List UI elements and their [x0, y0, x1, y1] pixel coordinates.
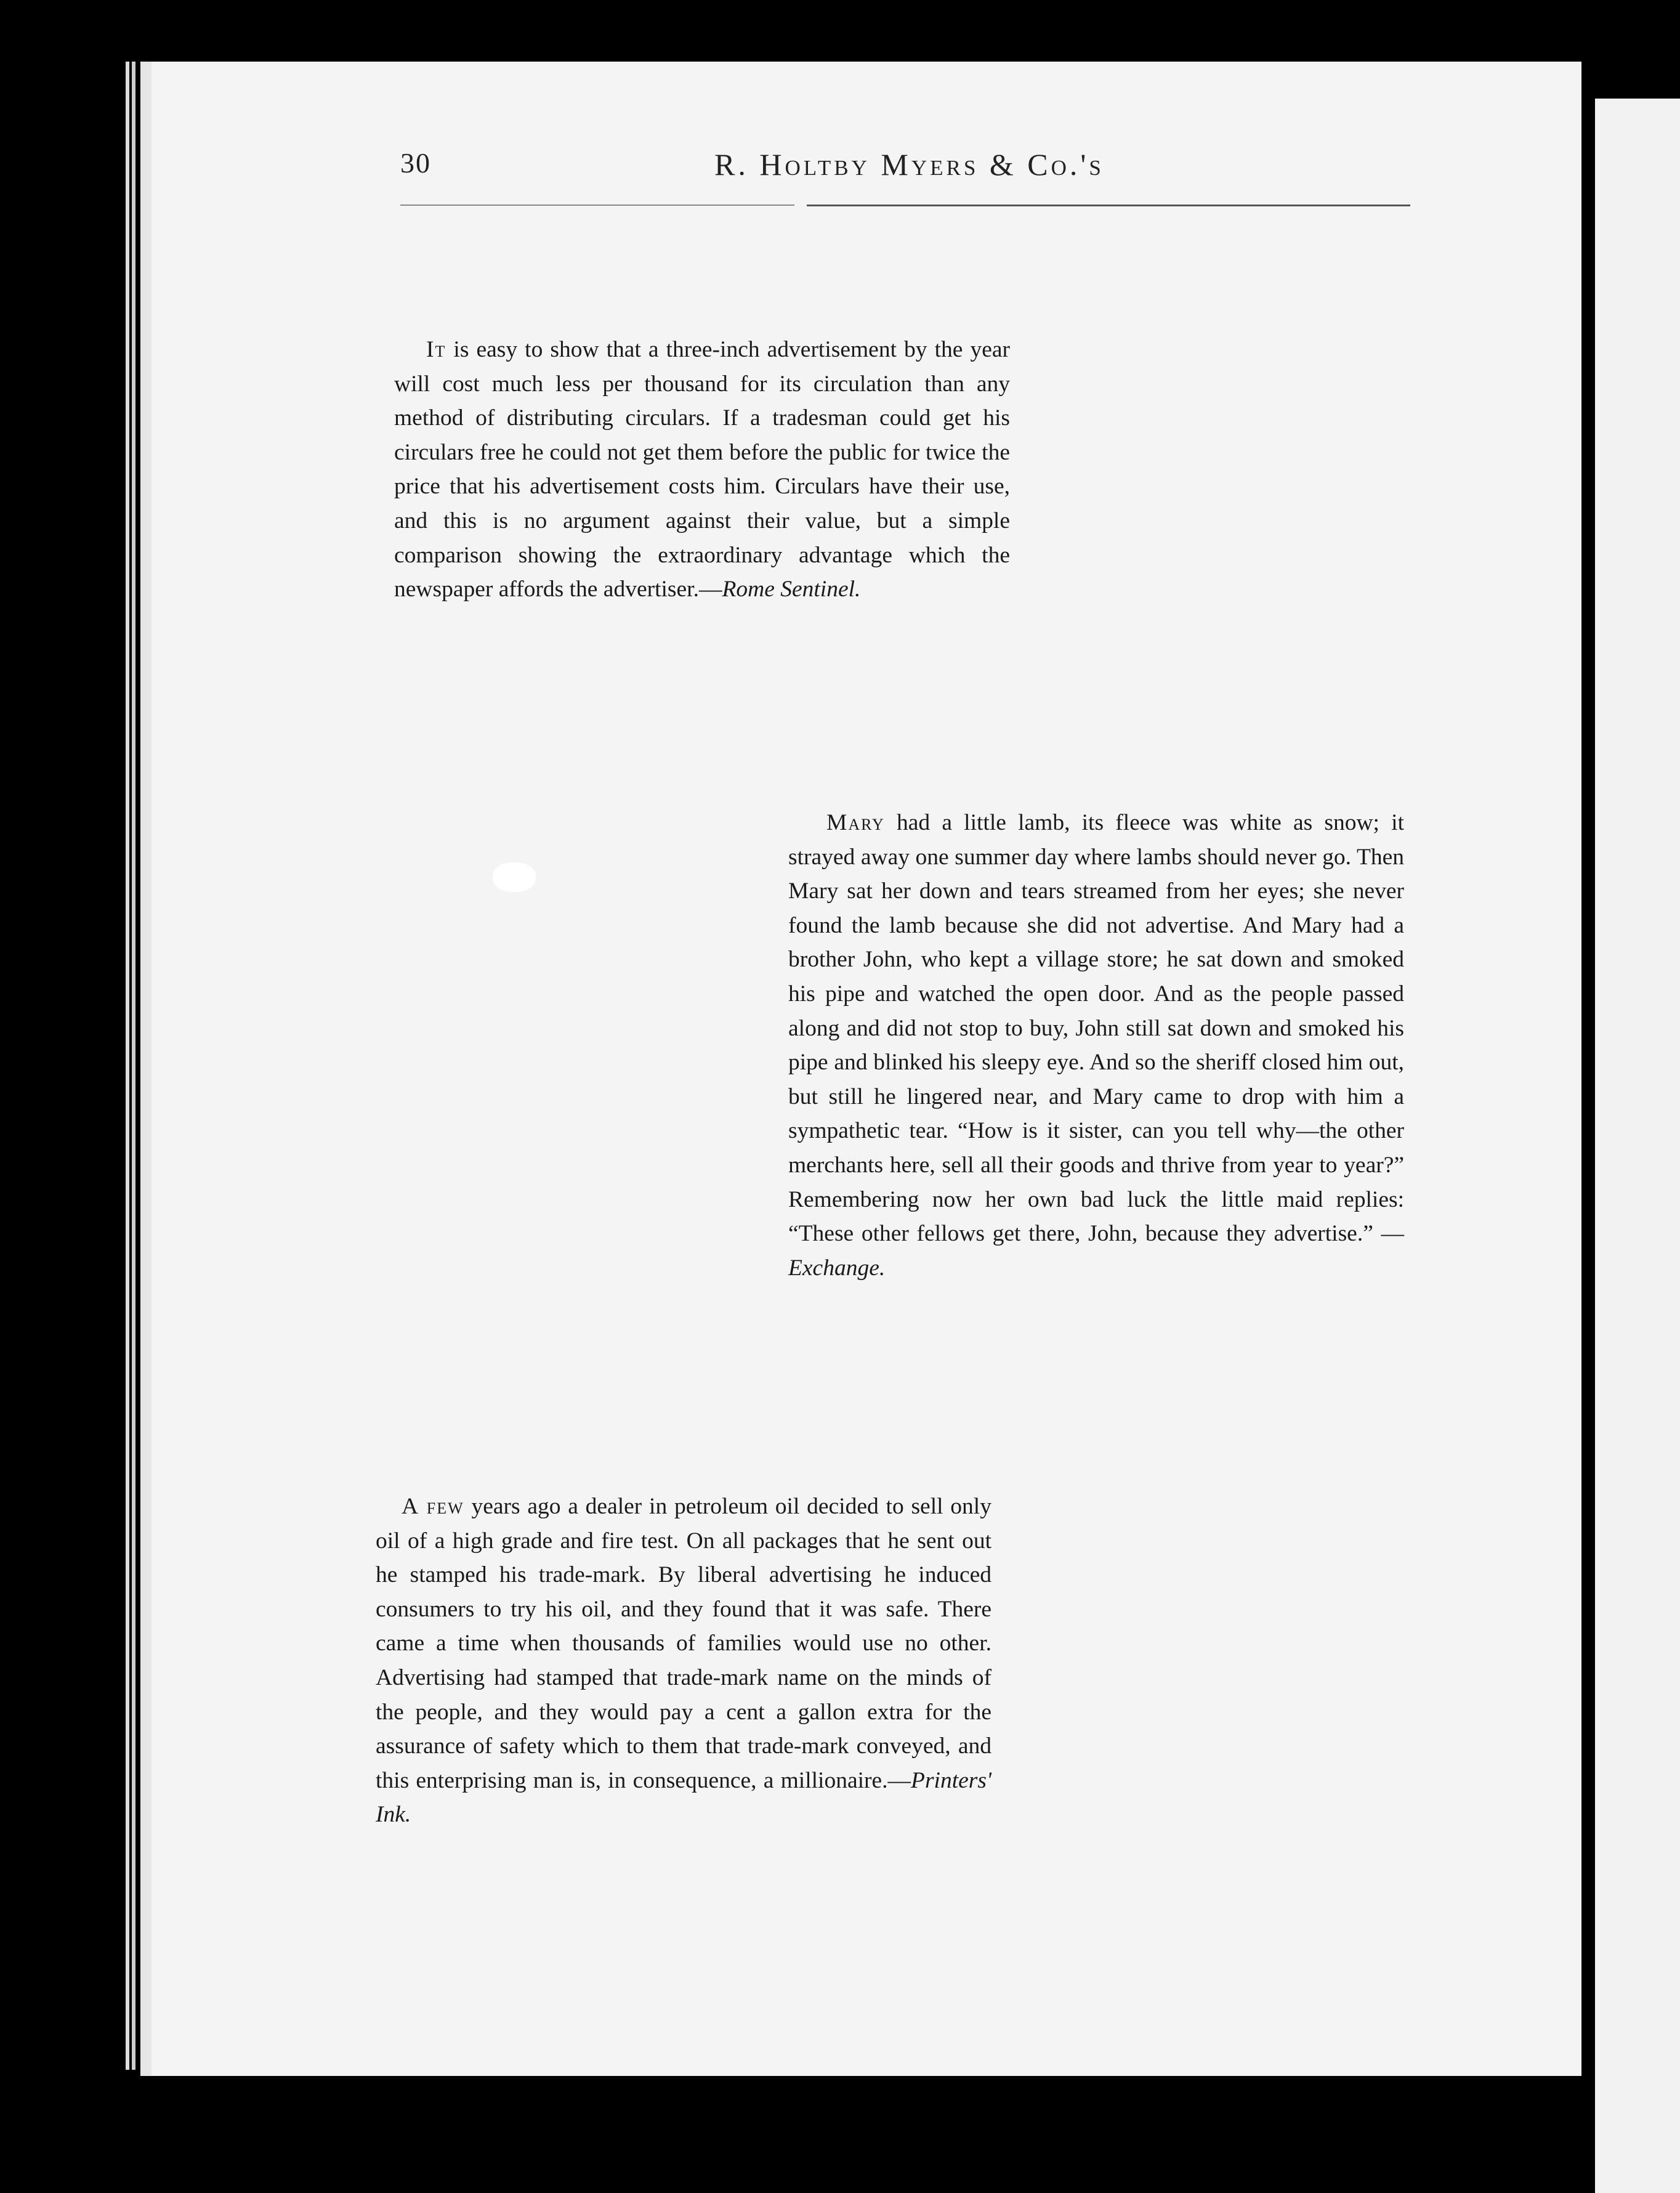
paragraph-text: is easy to show that a three-inch advertisement by the year will cost much less per thousand for its circulation than any method of distributing circulars. If a tradesman could get his circulars free he could not get them before the public for twice the price that his advertisement costs him. Circulars have their use, and this is no argument against their value, but a simple comparison showing the extraordinary advantage which the newspaper affords the advertiser.—	[394, 337, 1010, 602]
paragraph-lead: A few	[402, 1494, 464, 1519]
page-number: 30	[400, 147, 431, 179]
page-stack-edge	[126, 62, 129, 2070]
facing-page-edge	[1595, 99, 1680, 2193]
paragraph-text: years ago a dealer in petroleum oil decided to sell only oil of a high grade and fire test. On all packages that he sent out he stamped his trade-mark. By liberal advertising he induced consumers to try his oil, and they found that it was safe. There came a time when thousands of families would use no other. Advertising had stamped that trade-mark name on the minds of the people, and they would pay a cent a gallon extra for the assurance of safety which to them that trade-mark conveyed, and this enterprising man is, in consequence, a millionaire.—	[376, 1494, 991, 1793]
paragraph-lead: It	[426, 337, 446, 362]
header-rule	[400, 205, 794, 206]
paragraph-source: Exchange.	[788, 1255, 886, 1281]
paragraph-petroleum-dealer	[376, 1490, 991, 1832]
header-rule	[807, 205, 1410, 206]
page-stack-edge	[132, 62, 135, 2070]
paper-blemish	[493, 862, 536, 892]
paragraph-source: Rome Sentinel.	[722, 577, 861, 602]
paragraph-three-inch-advertisement	[394, 333, 1010, 607]
paragraph-lead: Mary	[826, 810, 885, 835]
paragraph-source: Printers' Ink.	[376, 1767, 991, 1828]
running-title: R. Holtby Myers & Co.'s	[714, 147, 1104, 182]
paragraph-text: had a little lamb, its fleece was white as snow; it strayed away one summer day where lambs should never go. Then Mary sat her down and tears streamed from her eyes; she never found the lamb because she did not advertise. And Mary had a brother John, who kept a village store; he sat down and smoked his pipe and watched the open door. And as the people passed along and did not stop to buy, John still sat down and smoked his pipe and blinked his sleepy eye. And so the sheriff closed him out, but still he lingered near, and Mary came to drop with him a sympathetic tear. “How is it sister, can you tell why—the other merchants here, sell all their goods and thrive from year to year?” Remembering now her own bad luck the little maid replies: “These other fellows get there, John, because they advertise.” —	[788, 810, 1404, 1247]
page-header	[400, 147, 1410, 184]
paragraph-mary-had-a-little-lamb	[788, 806, 1404, 1285]
